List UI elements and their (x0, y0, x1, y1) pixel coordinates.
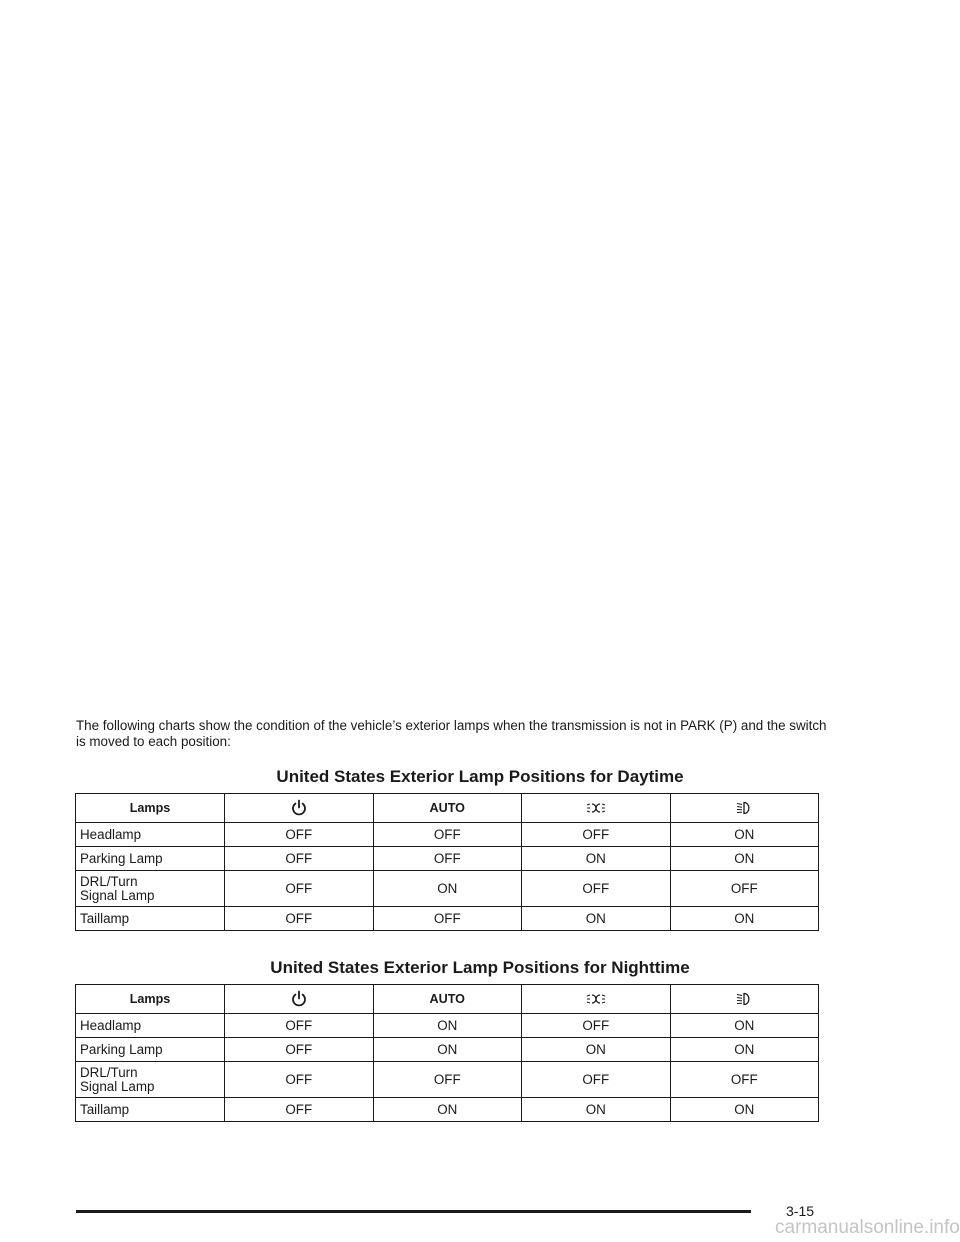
auto-state-cell: OFF (373, 847, 522, 871)
parking-lamp-icon (586, 992, 606, 1006)
table-row (76, 1014, 819, 1038)
lamp-name-cell (76, 1062, 225, 1098)
auto-state-cell: ON (373, 1014, 522, 1038)
lamp-name-cell: Taillamp (76, 907, 225, 931)
lamp-name-cell: Taillamp (76, 1098, 225, 1122)
table-row (76, 907, 819, 931)
table-row (76, 871, 819, 907)
parking-lamp-column-header (522, 985, 671, 1014)
headlamp-state-cell: ON (670, 907, 819, 931)
lamp-name-line: DRL/Turn (80, 873, 138, 889)
nighttime-table-title: United States Exterior Lamp Positions for Nighttime (270, 958, 690, 977)
headlamp-column-header (670, 985, 819, 1014)
table-header-row (76, 985, 819, 1014)
lamps-column-header: Lamps (76, 794, 225, 823)
watermark: carmanualsonline.info (775, 1217, 960, 1238)
lamp-name-cell (76, 871, 225, 907)
off-state-cell: OFF (225, 907, 374, 931)
off-state-cell: OFF (225, 1038, 374, 1062)
intro-paragraph: The following charts show the condition of the vehicle’s exterior lamps when the transmission is not in PARK (P) and the switch is moved to each position: (76, 718, 827, 749)
off-state-cell: OFF (225, 1098, 374, 1122)
parking-state-cell: ON (522, 907, 671, 931)
page-number: 3-15 (786, 1203, 815, 1219)
off-state-cell: OFF (225, 847, 374, 871)
table-row (76, 847, 819, 871)
nighttime-lamp-table (75, 984, 819, 1122)
parking-lamp-icon (586, 801, 606, 815)
headlamp-state-cell: ON (670, 1038, 819, 1062)
table-row (76, 1038, 819, 1062)
off-column-header (225, 985, 374, 1014)
lamp-name-cell: Headlamp (76, 1014, 225, 1038)
headlamp-state-cell: ON (670, 823, 819, 847)
auto-state-cell: ON (373, 871, 522, 907)
lamp-name-line: Signal Lamp (80, 1078, 155, 1094)
parking-state-cell: ON (522, 847, 671, 871)
lamp-name-cell: Parking Lamp (76, 847, 225, 871)
parking-state-cell: OFF (522, 1014, 671, 1038)
headlamp-state-cell: OFF (670, 1062, 819, 1098)
daytime-table-title: United States Exterior Lamp Positions for Daytime (276, 767, 684, 786)
lamp-name-cell: Parking Lamp (76, 1038, 225, 1062)
lamp-name-line: Signal Lamp (80, 887, 155, 903)
headlamp-column-header (670, 794, 819, 823)
off-state-cell: OFF (225, 871, 374, 907)
off-column-header (225, 794, 374, 823)
parking-lamp-column-header (522, 794, 671, 823)
table-row (76, 1062, 819, 1098)
auto-state-cell: ON (373, 1038, 522, 1062)
auto-column-header: AUTO (373, 985, 522, 1014)
lamps-column-header: Lamps (76, 985, 225, 1014)
off-state-cell: OFF (225, 1014, 374, 1038)
lamp-name-cell: Headlamp (76, 823, 225, 847)
power-off-icon (291, 799, 307, 817)
auto-state-cell: OFF (373, 907, 522, 931)
parking-state-cell: ON (522, 1038, 671, 1062)
auto-state-cell: ON (373, 1098, 522, 1122)
auto-state-cell: OFF (373, 1062, 522, 1098)
off-state-cell: OFF (225, 823, 374, 847)
parking-state-cell: ON (522, 1098, 671, 1122)
table-header-row (76, 794, 819, 823)
auto-state-cell: OFF (373, 823, 522, 847)
headlamp-state-cell: OFF (670, 871, 819, 907)
power-off-icon (291, 990, 307, 1008)
auto-column-header: AUTO (373, 794, 522, 823)
parking-state-cell: OFF (522, 823, 671, 847)
daytime-lamp-table (75, 793, 819, 931)
off-state-cell: OFF (225, 1062, 374, 1098)
headlamp-state-cell: ON (670, 1098, 819, 1122)
footer-rule (76, 1210, 751, 1213)
table-row (76, 1098, 819, 1122)
parking-state-cell: OFF (522, 871, 671, 907)
headlamp-state-cell: ON (670, 847, 819, 871)
headlamp-icon (735, 992, 753, 1006)
lamp-name-line: DRL/Turn (80, 1064, 138, 1080)
headlamp-icon (735, 801, 753, 815)
parking-state-cell: OFF (522, 1062, 671, 1098)
table-row (76, 823, 819, 847)
headlamp-state-cell: ON (670, 1014, 819, 1038)
